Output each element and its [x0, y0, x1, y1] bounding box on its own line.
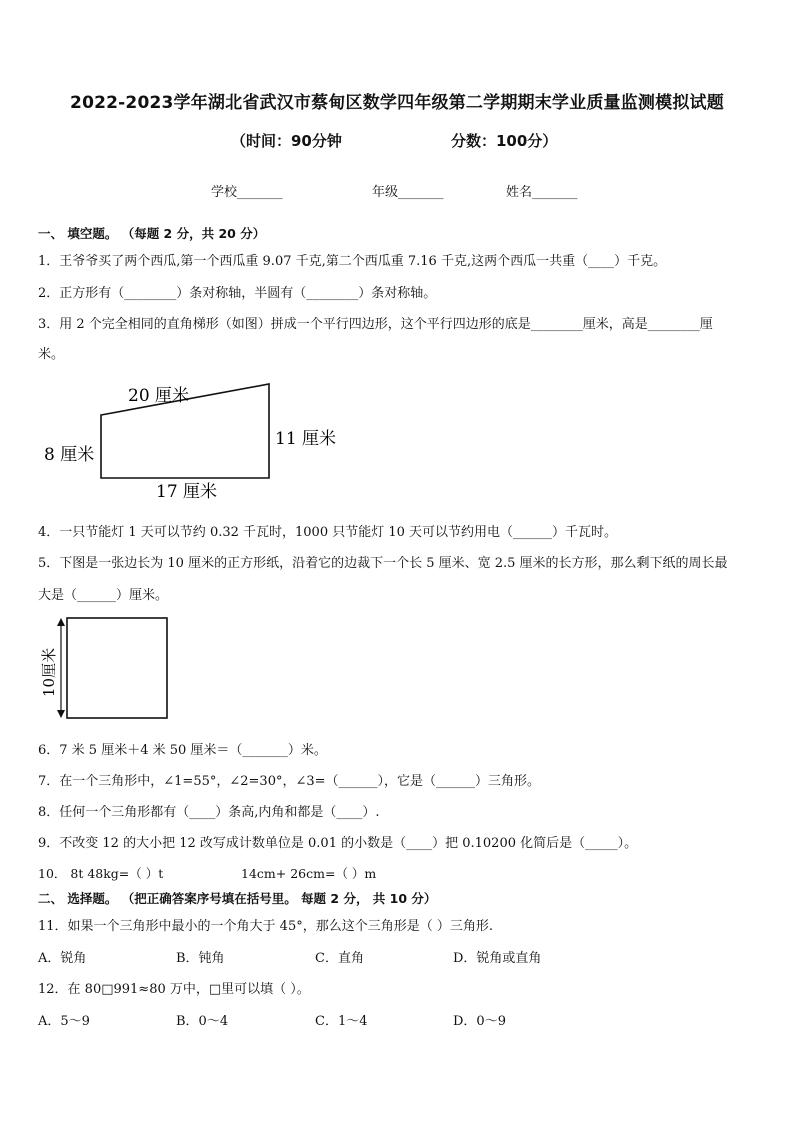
trapezoid-figure [30, 376, 350, 502]
question-9: 9．不改变 12 的大小把 12 改写成计数单位是 0.01 的小数是（____）把 0.10200 化简后是（_____）。 [38, 836, 638, 851]
question-12: 12．在 80□991≈80 万中，□里可以填（ ）。 [38, 982, 310, 997]
q11-option-b: B．钝角 [176, 951, 225, 966]
arrow-down-icon [57, 710, 65, 718]
trapezoid-left-label: 8 厘米 [44, 445, 95, 465]
trapezoid-top-label: 20 厘米 [128, 386, 190, 406]
exam-time: （时间：90分钟 [231, 132, 342, 150]
question-5-line-1: 5．下图是一张边长为 10 厘米的正方形纸，沿着它的边裁下一个长 5 厘米、宽 2.5 厘米的长方形，那么剩下纸的周长最 [38, 556, 728, 571]
question-10-part-b: 14cm+ 26cm=（ ）m [241, 866, 377, 881]
question-6: 6．7 米 5 厘米＋4 米 50 厘米＝（_______）米。 [38, 743, 327, 758]
question-10-part-a: 10． 8t 48kg=（ ）t [38, 866, 164, 881]
square-shape [67, 618, 167, 718]
question-3-line-1: 3．用 2 个完全相同的直角梯形（如图）拼成一个平行四边形，这个平行四边形的底是________厘米，高是________厘 [38, 317, 713, 332]
q12-option-a: A．5～9 [38, 1014, 90, 1029]
page-title: 2022-2023学年湖北省武汉市蔡甸区数学四年级第二学期期末学业质量监测模拟试题 [70, 93, 724, 113]
trapezoid-right-label: 11 厘米 [275, 429, 337, 449]
question-1: 1．王爷爷买了两个西瓜,第一个西瓜重 9.07 千克,第二个西瓜重 7.16 千克,这两个西瓜一共重（____）千克。 [38, 254, 667, 269]
name-field: 姓名_______ [506, 185, 578, 200]
question-2: 2．正方形有（________）条对称轴，半圆有（________）条对称轴。 [38, 286, 437, 301]
q11-option-c: C．直角 [315, 951, 364, 966]
question-3-line-2: 米。 [38, 347, 65, 362]
q11-option-d: D．锐角或直角 [453, 951, 542, 966]
question-4: 4．一只节能灯 1 天可以节约 0.32 千瓦时，1000 只节能灯 10 天可以节约用电（______）千瓦时。 [38, 525, 618, 540]
school-field: 学校_______ [211, 185, 283, 200]
square-side-label: 10厘米 [40, 647, 58, 697]
question-5-line-2: 大是（______）厘米。 [38, 588, 169, 603]
trapezoid-bottom-label: 17 厘米 [156, 482, 218, 502]
question-8: 8．任何一个三角形都有（____）条高,内角和都是（____）. [38, 805, 380, 820]
q12-option-d: D．0～9 [453, 1014, 506, 1029]
question-7: 7．在一个三角形中，∠1=55°，∠2=30°，∠3=（______），它是（______）三角形。 [38, 774, 541, 789]
exam-score: 分数：100分） [451, 132, 558, 150]
q11-option-a: A．锐角 [38, 951, 87, 966]
section-fill-in-heading: 一、 填空题。 （每题 2 分，共 20 分） [38, 226, 266, 241]
square-figure [36, 614, 176, 724]
arrow-up-icon [57, 618, 65, 626]
q12-option-b: B．0～4 [176, 1014, 229, 1029]
question-11: 11．如果一个三角形中最小的一个角大于 45°，那么这个三角形是（ ）三角形. [38, 919, 493, 934]
section-choice-heading: 二、 选择题。 （把正确答案序号填在括号里。 每题 2 分， 共 10 分） [38, 891, 437, 906]
grade-field: 年级_______ [372, 185, 444, 200]
q12-option-c: C．1～4 [315, 1014, 368, 1029]
